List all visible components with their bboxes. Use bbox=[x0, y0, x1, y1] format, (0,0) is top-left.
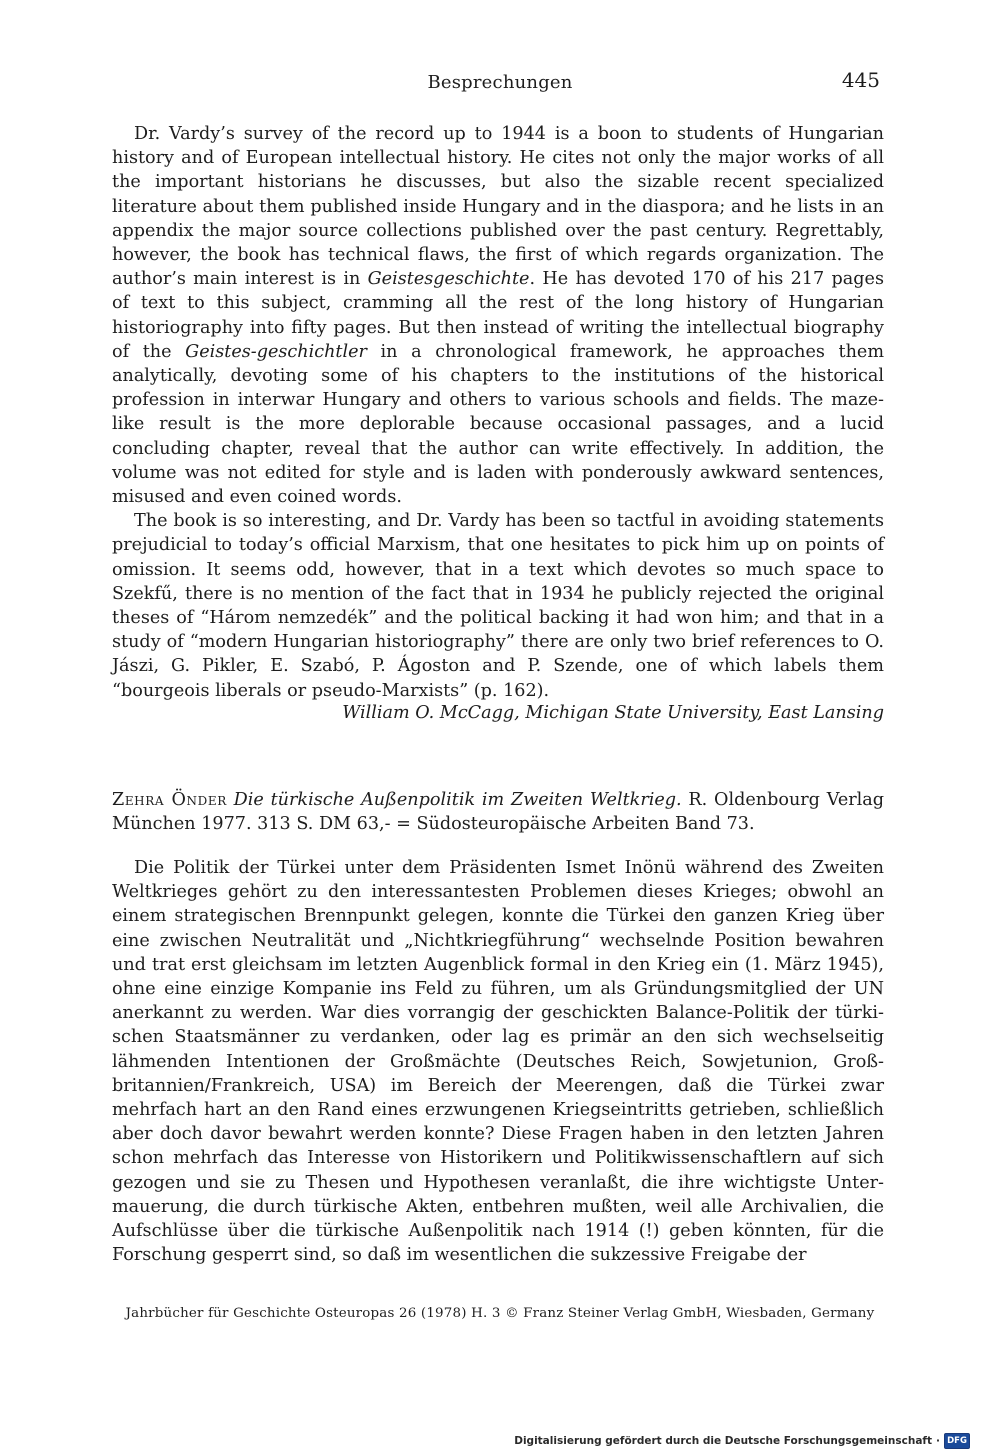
reviewer-signature-text: William O. McCagg, Michigan State University, East Lansing bbox=[342, 703, 884, 723]
text-run: Dr. Vardy’s survey of the record up to 1944 is a boon to students of Hungarian history and of European intellectual history. He cites not only the major works of all the important historians he discusses, but also the sizable recent specialized literature about them published inside Hungary and in the diaspora; and he lists in an appendix the major source collections published over the past century. Regrettably, however, the book has technical flaws, the first of which regards organization. The author’s main interest is in bbox=[112, 124, 884, 290]
text-run: . He has devoted 170 of his 217 pages of text to this subject, cramming all the rest of the long history of Hungarian historiography into fifty pages. But then instead of writing the intellectual biography of the bbox=[112, 269, 884, 362]
review-two-paragraph bbox=[112, 856, 884, 1267]
review-one-body bbox=[112, 122, 884, 703]
text-run: Die Politik der Türkei unter dem Präsidenten Ismet Inönü während des Zweiten Weltkrieges gehört zu den interessantesten Problemen dieses Krieges; obwohl an einem strategischen Brennpunkt gelegen, konnte die Türkei den ganzen Krieg über eine zwischen Neutralität und „Nichtkriegführung“ wechselnde Position bewahren und trat erst gleichsam im letzten Augenblick formal in den Krieg ein (1. März 1945), ohne eine einzige Kompanie ins Feld zu führen, um als Gründungsmitglied der UN anerkannt zu werden. War dies vorrangig der geschickten Balance-Politik der türkischen Staatsmänner zu verdanken, oder lag es primär an den sich wechselseitig lähmenden Intentionen der Großmächte (Deutsches Reich, Sowjetunion, Großbritannien/Frankreich, USA) im Bereich der Meerengen, daß die Türkei zwar mehrfach hart an den Rand eines erzwungenen Kriegseintritts getrieben, schließlich aber doch davor bewahrt werden konnte? Diese Fragen haben in den letzten Jahren schon mehrfach das Interesse von Historikern und Politikwissenschaftlern auf sich gezogen und sie zu Thesen und Hypothesen veranlaßt, die ihre wichtigste Untermauerung, die durch türkische Akten, entbehren mußten, weil alle Archivalien, die Aufschlüsse über die türkische Außenpolitik nach 1914 (!) geben könnten, für die Forschung gesperrt sind, so daß im wesentlichen die sukzessive Freigabe der bbox=[112, 858, 884, 1266]
bibliographic-heading bbox=[112, 788, 884, 836]
italic-term: Geistes-geschichtler bbox=[185, 341, 367, 362]
digitization-note-text: Digitalisierung gefördert durch die Deutsche Forschungsgemeinschaft bbox=[514, 1435, 932, 1447]
running-head bbox=[0, 64, 1000, 96]
dfg-logo-icon: · bbox=[936, 1435, 940, 1447]
book-title: Die türkische Außenpolitik im Zweiten Weltkrieg. bbox=[233, 790, 682, 810]
running-head-title: Besprechungen bbox=[427, 72, 573, 93]
review-two-body bbox=[112, 856, 884, 1267]
italic-term: Geistesgeschichte bbox=[367, 269, 530, 290]
page-number: 445 bbox=[841, 68, 880, 92]
book-publication-details: R. Oldenbourg Verlag München 1977. 313 S. DM 63,- = Südosteuropäische Arbeiten Band 73. bbox=[112, 790, 885, 835]
text-run: in a chronological framework, he approaches them analytically, devoting some of his chapters to the institutions of the historical profession in interwar Hungary and others to various schools and fields. The maze-like result is the more deplorable because occasional passages, and a lucid concluding chapter, reveal that the author can write effectively. In addition, the volume was not edited for style and is laden with ponderously awkward sentences, misused and even coined words. bbox=[112, 341, 884, 508]
journal-footer: Jahrbücher für Geschichte Osteuropas 26 (1978) H. 3 © Franz Steiner Verlag GmbH, Wiesbaden, Germany bbox=[125, 1306, 875, 1321]
reviewer-signature bbox=[342, 703, 884, 723]
dfg-logo: DFG bbox=[944, 1433, 970, 1449]
text-run: The book is so interesting, and Dr. Vardy has been so tactful in avoiding statements prejudicial to today’s official Marxism, that one hesitates to pick him up on points of omission. It seems odd, however, that in a text which devotes so much space to Szekfű, there is no mention of the fact that in 1934 he publicly rejected the original theses of “Három nemzedék” and the political backing it had won him; and that in a study of “modern Hungarian historiography” there are only two brief references to O. Jászi, G. Pikler, E. Szabó, P. Ágoston and P. Szende, one of which labels them “bourgeois liberals or pseudo-Marxists” (p. 162). bbox=[112, 511, 884, 701]
review-one-paragraph bbox=[112, 509, 884, 703]
book-author: Zehra Önder bbox=[112, 790, 227, 810]
review-one-paragraph bbox=[112, 122, 884, 509]
digitization-note bbox=[514, 1432, 970, 1450]
